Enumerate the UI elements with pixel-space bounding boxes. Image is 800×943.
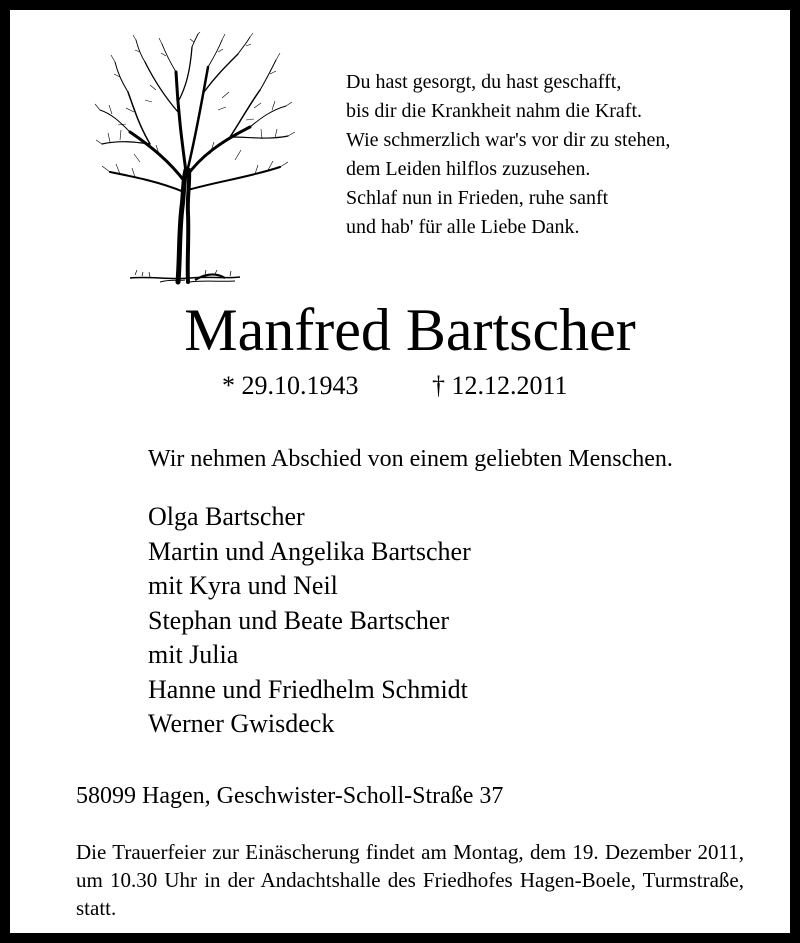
mourners-list [148, 500, 471, 742]
mourner: mit Kyra und Neil [148, 571, 338, 600]
death-date: † 12.12.2011 [432, 371, 568, 400]
mourner: Olga Bartscher [148, 502, 305, 531]
mourner: Martin und Angelika Bartscher [148, 536, 471, 566]
mourner: mit Julia [148, 640, 239, 669]
mourner: Hanne und Friedhelm Schmidt [148, 674, 468, 704]
poem-line: Schlaf nun in Frieden, ruhe sanft [346, 187, 609, 209]
poem-line: dem Leiden hilflos zuzusehen. [346, 158, 591, 180]
farewell-text: Wir nehmen Abschied von einem geliebten Menschen. [148, 446, 673, 472]
mourner: Stephan und Beate Bartscher [148, 605, 450, 635]
address: 58099 Hagen, Geschwister-Scholl-Straße 37 [76, 783, 504, 809]
poem-line: Wie schmerzlich war's vor dir zu stehen, [346, 129, 671, 151]
poem-line: Du hast gesorgt, du hast geschafft, [346, 71, 622, 93]
poem [346, 68, 670, 242]
mourner: Werner Gwisdeck [148, 709, 335, 738]
ceremony-notice: Die Trauerfeier zur Einäscherung findet am Montag, dem 19. Dezember 2011, um 10.30 Uhr in der Andachtshalle des Friedhofes Hagen-Boele, Turmstraße, statt. [76, 840, 744, 920]
poem-line: und hab' für alle Liebe Dank. [346, 216, 580, 238]
birth-date: * 29.10.1943 [222, 371, 359, 400]
tree-icon [90, 32, 300, 287]
deceased-name: Manfred Bartscher [184, 297, 636, 363]
poem-line: bis dir die Krankheit nahm die Kraft. [346, 100, 643, 122]
